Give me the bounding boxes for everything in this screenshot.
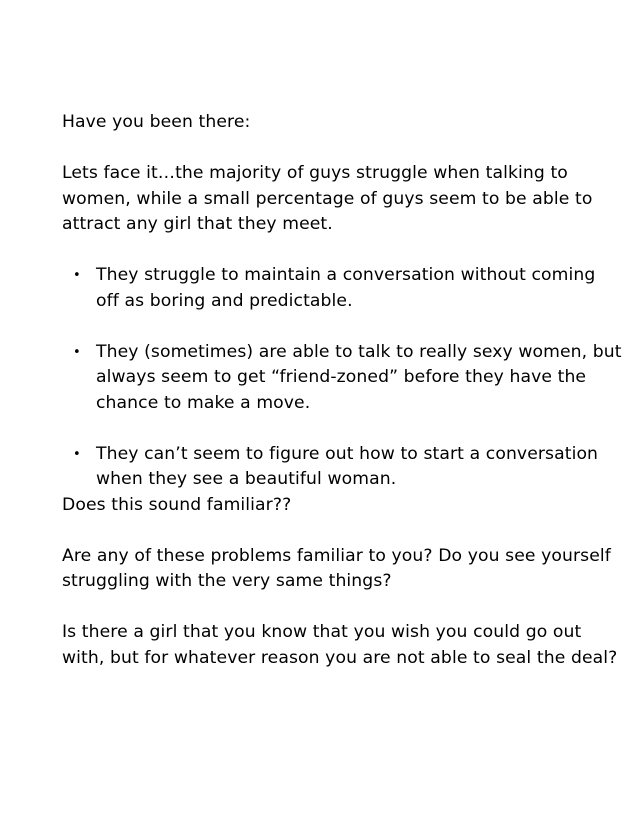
spacer <box>62 416 622 442</box>
question-problems: Are any of these problems familiar to you? Do you see yourself struggling with the very same things? <box>62 545 611 591</box>
bullet-icon: • <box>73 268 81 283</box>
list-item-text: They (sometimes) are able to talk to really sexy women, but always seem to get “friend-zoned” before they have the chance to make a move. <box>96 341 622 413</box>
question-familiar: Does this sound familiar?? <box>62 494 292 515</box>
list-item <box>62 442 622 493</box>
spacer <box>62 238 622 264</box>
spacer <box>62 136 622 162</box>
problem-list <box>62 263 622 493</box>
document-page <box>62 110 622 671</box>
spacer <box>62 595 622 621</box>
spacer <box>62 518 622 544</box>
bullet-icon: • <box>73 446 81 462</box>
intro-paragraph: Lets face it…the majority of guys struggle when talking to women, while a small percentage of guys seem to be able to attract any girl that they meet. <box>62 163 593 234</box>
bullet-icon: • <box>73 344 81 360</box>
list-item <box>62 340 622 417</box>
heading-text: Have you been there: <box>62 112 251 132</box>
question-girl: Is there a girl that you know that you wish you could go out with, but for whatever reason you are not able to seal the deal? <box>62 622 618 668</box>
list-item <box>62 263 622 314</box>
list-item-text: They struggle to maintain a conversation without coming off as boring and predictable. <box>96 265 596 311</box>
spacer <box>62 314 622 340</box>
list-item-text: They can’t seem to figure out how to start a conversation when they see a beautiful woman. <box>96 443 599 489</box>
